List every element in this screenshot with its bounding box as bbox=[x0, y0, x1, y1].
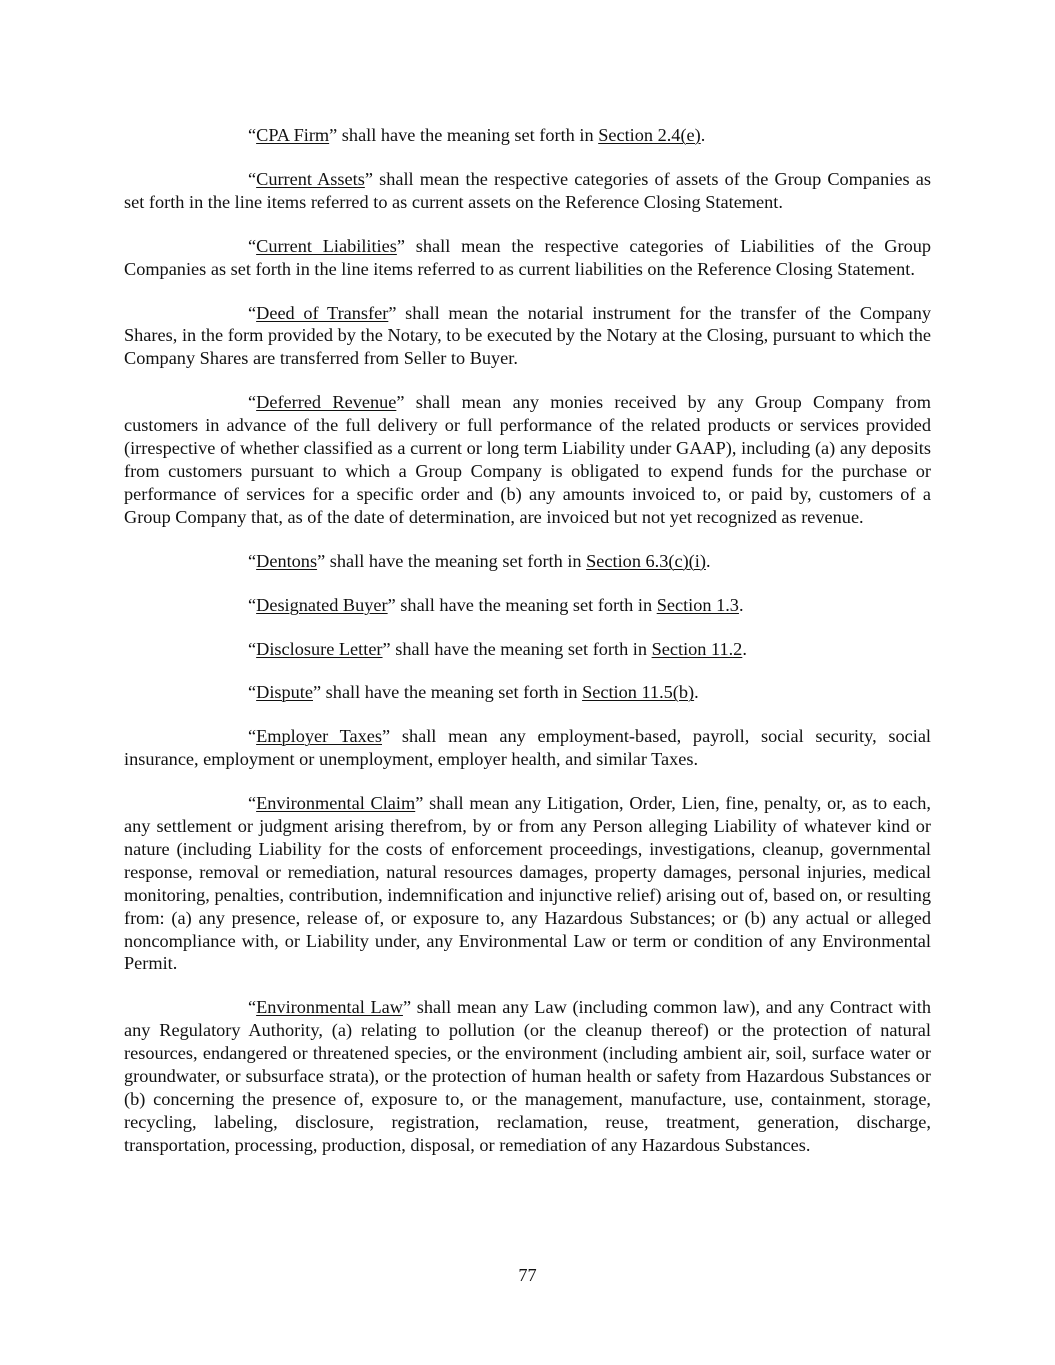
definition-paragraph: “Environmental Law” shall mean any Law (including common law), and any Contract with any Regulatory Authority, (a) relating to pollution (or the cleanup thereof) or the protection of natural resources, endangered or threatened species, or the environment (including ambient air, soil, surface water or groundwater, or subsurface strata), or the protection of human health or safety from Hazardous Substances or (b) concerning the presence of, exposure to, or the management, manufacture, use, containment, storage, recycling, labeling, disclosure, registration, reclamation, reuse, treatment, generation, discharge, transportation, processing, production, disposal, or remediation of any Hazardous Substances. bbox=[124, 997, 931, 1155]
defined-term: Deferred Revenue bbox=[256, 392, 397, 413]
definition-paragraph: “Dispute” shall have the meaning set forth in Section 11.5(b). bbox=[248, 682, 699, 703]
definition-paragraph: “Disclosure Letter” shall have the meaning set forth in Section 11.2. bbox=[248, 638, 747, 659]
defined-term: Current Liabilities bbox=[256, 235, 397, 256]
definition-paragraph: “Deferred Revenue” shall mean any monies received by any Group Company from customers in advance of the full delivery or full performance of the related products or services provided (irrespective of whether classified as a current or long term Liability under GAAP), including (a) any deposits from customers pursuant to which a Group Company is obligated to expend funds for the purchase or performance of services for a specific order and (b) any amounts invoiced to, or paid by, customers of a Group Company that, as of the date of determination, are invoiced but not yet recognized as revenue. bbox=[124, 392, 931, 527]
defined-term: Dentons bbox=[256, 550, 318, 571]
defined-term: Environmental Law bbox=[256, 997, 403, 1018]
definition-paragraph: “Dentons” shall have the meaning set forth in Section 6.3(c)(i). bbox=[248, 550, 711, 571]
definition-paragraph: “Employer Taxes” shall mean any employment-based, payroll, social security, social insurance, employment or unemployment, employer health, and similar Taxes. bbox=[124, 726, 932, 770]
defined-term: Deed of Transfer bbox=[256, 302, 389, 323]
defined-term: Environmental Claim bbox=[256, 793, 416, 814]
definition-paragraph: “Designated Buyer” shall have the meaning set forth in Section 1.3. bbox=[248, 594, 744, 615]
definition-paragraph: “Current Assets” shall mean the respective categories of assets of the Group Companies as set forth in the line items referred to as current assets on the Reference Closing Statement. bbox=[124, 168, 931, 212]
section-reference: Section 11.2 bbox=[651, 638, 743, 659]
defined-term: CPA Firm bbox=[256, 125, 330, 145]
section-reference: Section 6.3(c)(i) bbox=[586, 550, 706, 571]
document-page bbox=[124, 124, 931, 1178]
defined-term: Employer Taxes bbox=[256, 726, 382, 747]
definition-paragraph: “CPA Firm” shall have the meaning set forth in Section 2.4(e). bbox=[248, 125, 706, 145]
defined-term: Designated Buyer bbox=[256, 594, 388, 615]
defined-term: Disclosure Letter bbox=[256, 638, 383, 659]
section-reference: Section 1.3 bbox=[656, 594, 739, 615]
page-number: 77 bbox=[518, 1265, 537, 1285]
definition-paragraph: “Deed of Transfer” shall mean the notarial instrument for the transfer of the Company Shares, in the form provided by the Notary, to be executed by the Notary at the Closing, pursuant to which the Company Shares are transferred from Seller to Buyer. bbox=[124, 302, 931, 369]
section-reference: Section 2.4(e) bbox=[598, 125, 701, 145]
defined-term: Dispute bbox=[256, 682, 313, 703]
section-reference: Section 11.5(b) bbox=[582, 682, 695, 703]
definition-paragraph: “Environmental Claim” shall mean any Litigation, Order, Lien, fine, penalty, or, as to each, any settlement or judgment arising therefrom, by or from any Person alleging Liability of whatever kind or nature (including Liability for the costs of enforcement proceedings, investigations, cleanup, governmental response, removal or remediation, natural resources damages, property damages, personal injuries, medical monitoring, penalties, contribution, indemnification and injunctive relief) arising out of, based on, or resulting from: (a) any presence, release of, or exposure to, any Hazardous Substances; or (b) any actual or alleged noncompliance with, or Liability under, any Environmental Law or term or condition of any Environmental Permit. bbox=[124, 793, 931, 974]
defined-term: Current Assets bbox=[256, 168, 365, 189]
definition-paragraph: “Current Liabilities” shall mean the respective categories of Liabilities of the Group Companies as set forth in the line items referred to as current liabilities on the Reference Closing Statement. bbox=[124, 235, 931, 279]
